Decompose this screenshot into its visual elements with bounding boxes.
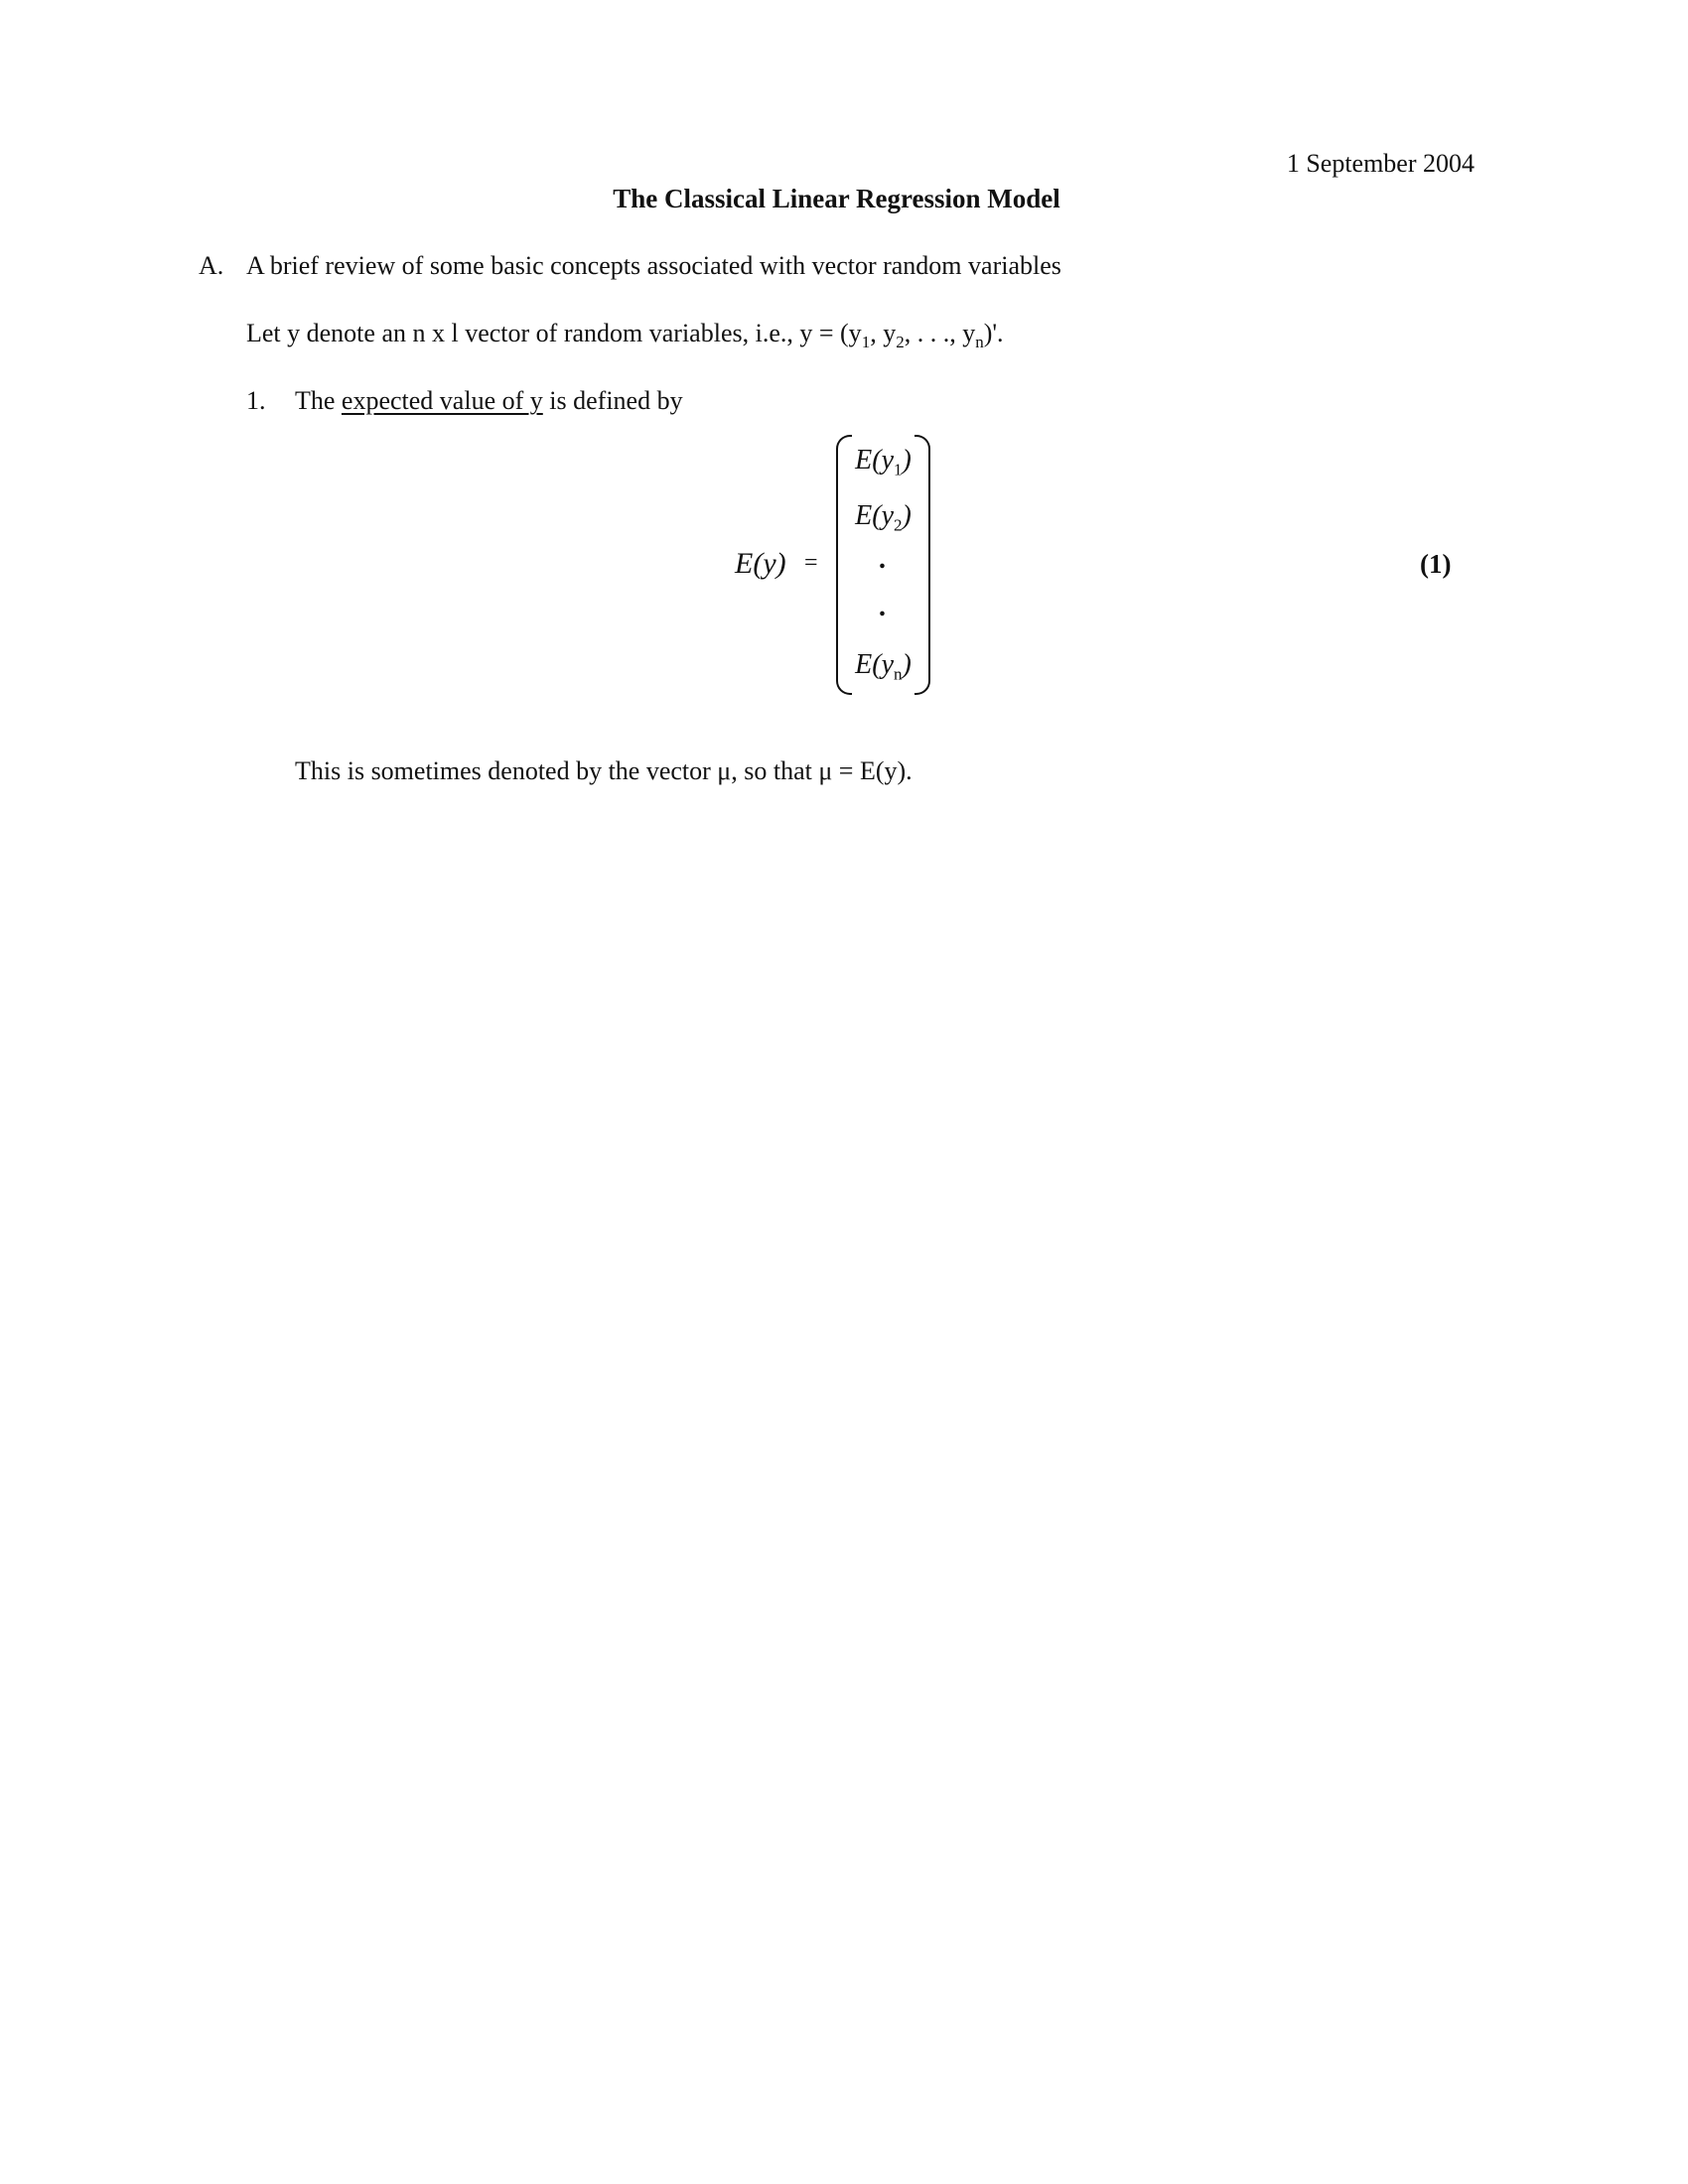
document-date: 1 September 2004 [1286, 149, 1475, 178]
vector-entry: $E(y_1)$ [855, 445, 912, 479]
vector-entry: . [880, 592, 887, 622]
intro-mid-1: , y [870, 319, 897, 347]
equation-equals: = [804, 550, 818, 576]
intro-end: )'. [983, 319, 1004, 347]
item-text-before: The [295, 386, 342, 415]
item-number: 1. [246, 386, 266, 415]
intro-sub-1: 1 [861, 333, 871, 352]
intro-mid-2: , . . ., y [904, 319, 976, 347]
section-heading: A brief review of some basic concepts associated with vector random variables [246, 251, 1061, 280]
intro-paragraph [246, 321, 1004, 350]
column-vector [836, 435, 930, 691]
intro-text: Let y denote an n x l vector of random variables, i.e., y = (y [246, 319, 862, 347]
equation-lhs: E(y) [735, 547, 786, 580]
item-text [295, 388, 683, 414]
closing-paragraph: This is sometimes denoted by the vector μ, so that μ = E(y). [295, 756, 913, 785]
right-paren [914, 435, 930, 695]
item-text-after: is defined by [542, 386, 683, 415]
equation-number: (1) [1420, 549, 1452, 579]
intro-sub-n: n [975, 333, 984, 352]
vector-entry: $E(y_2)$ [855, 500, 912, 535]
vector-entry: $E(y_n)$ [855, 649, 912, 684]
section-label: A. [199, 251, 224, 280]
intro-sub-2: 2 [896, 333, 905, 352]
page-title: The Classical Linear Regression Model [613, 184, 1060, 213]
vector-entry: . [880, 544, 887, 575]
item-underlined-term: expected value of y [341, 386, 543, 415]
